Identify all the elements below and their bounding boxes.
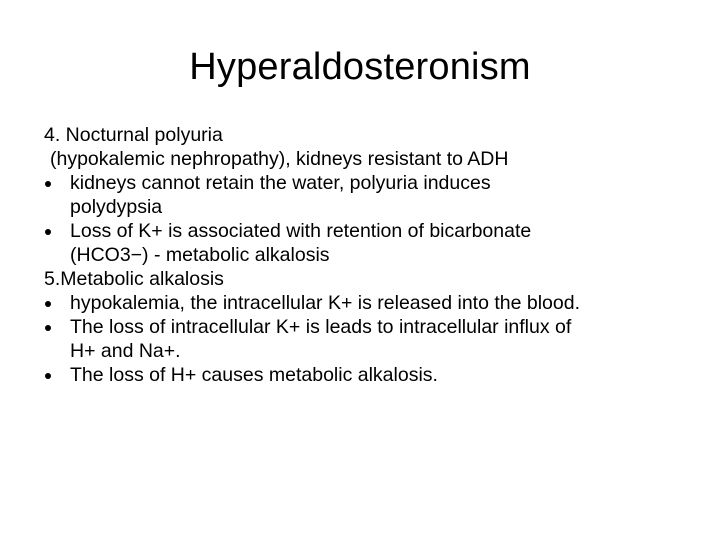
bullet-text bbox=[70, 219, 531, 267]
bullet-line: kidneys cannot retain the water, polyuria induces bbox=[70, 172, 491, 194]
bullet-dot-icon bbox=[44, 219, 70, 243]
bullet-item bbox=[44, 171, 684, 219]
bullet-line: Loss of K+ is associated with retention of bicarbonate bbox=[70, 220, 532, 242]
section-subheading: (hypokalemic nephropathy), kidneys resistant to ADH bbox=[50, 148, 509, 170]
bullet-text bbox=[70, 363, 438, 387]
bullet-dot-icon bbox=[44, 171, 70, 195]
bullet-item bbox=[44, 363, 684, 387]
bullet-line: hypokalemia, the intracellular K+ is released into the blood. bbox=[70, 292, 581, 314]
bullet-line: polydypsia bbox=[70, 196, 163, 218]
section-heading: 5.Metabolic alkalosis bbox=[44, 268, 224, 290]
slide-title: Hyperaldosteronism bbox=[189, 46, 531, 88]
slide-body bbox=[44, 123, 684, 387]
bullet-dot-icon bbox=[44, 363, 70, 387]
section-heading: 4. Nocturnal polyuria bbox=[44, 124, 223, 146]
bullet-item bbox=[44, 291, 684, 315]
bullet-text bbox=[70, 291, 580, 315]
bullet-item bbox=[44, 219, 684, 267]
bullet-line: The loss of H+ causes metabolic alkalosis. bbox=[70, 364, 438, 386]
bullet-item bbox=[44, 315, 684, 363]
bullet-dot-icon bbox=[44, 291, 70, 315]
bullet-text bbox=[70, 315, 571, 363]
bullet-line: H+ and Na+. bbox=[70, 340, 181, 362]
bullet-dot-icon bbox=[44, 315, 70, 339]
bullet-line: The loss of intracellular K+ is leads to intracellular influx of bbox=[70, 316, 572, 338]
bullet-line: (HCO3−) - metabolic alkalosis bbox=[70, 244, 330, 266]
bullet-text bbox=[70, 171, 491, 219]
